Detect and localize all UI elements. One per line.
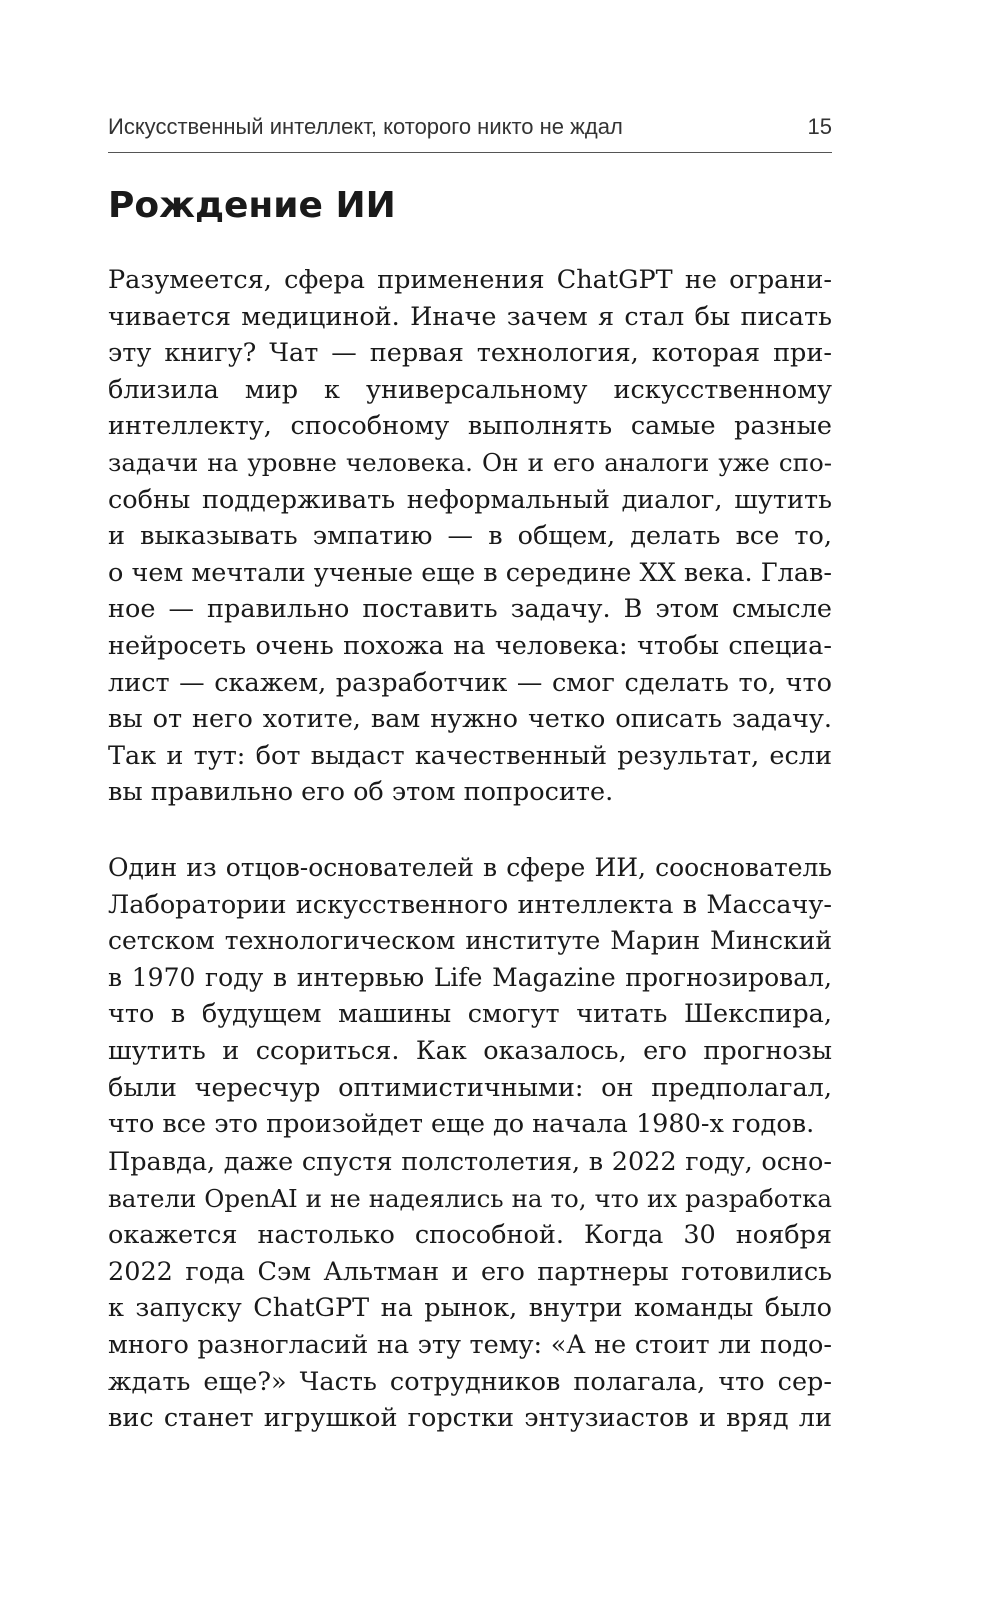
text-line: ное — правильно поставить задачу. В этом смысле (108, 594, 832, 625)
section-title: Рождение ИИ (108, 185, 396, 226)
text-line: Правда, даже спустя полстолетия, в 2022 году, осно- (108, 1147, 832, 1177)
text-line: вы правильно его об этом попросите. (108, 777, 614, 808)
text-line: что все это произойдет еще до начала 1980-х годов. (108, 1109, 815, 1140)
text-line: в 1970 году в интервью Life Magazine прогнозировал, (108, 962, 832, 992)
page-number: 15 (807, 114, 832, 139)
text-line: близила мир к универсальному искусственному (108, 374, 832, 405)
text-line: вы от него хотите, вам нужно четко описать задачу. (108, 704, 832, 735)
text-line: нейросеть очень похожа на человека: чтобы специа- (108, 630, 832, 661)
text-line: много разногласий на эту тему: «А не стоит ли подо- (108, 1329, 832, 1360)
text-line: Так и тут: бот выдаст качественный результат, если (108, 740, 832, 771)
running-title: Искусственный интеллект, которого никто не ждал (108, 114, 623, 139)
text-line: шутить и ссориться. Как оказалось, его прогнозы (108, 1035, 832, 1066)
text-line: вис станет игрушкой горстки энтузиастов и вряд ли (108, 1403, 832, 1434)
text-line: 2022 года Сэм Альтман и его партнеры готовились (108, 1256, 832, 1287)
text-line: чивается медициной. Иначе зачем я стал бы писать (108, 301, 832, 332)
paragraph-3 (108, 1144, 832, 1437)
text-line: лист — скажем, разработчик — смог сделать то, что (108, 667, 832, 698)
text-line: ждать еще?» Часть сотрудников полагала, что сер- (108, 1366, 832, 1397)
text-line: собны поддерживать неформальный диалог, шутить (108, 484, 832, 515)
text-line: окажется настолько способной. Когда 30 ноября (108, 1220, 832, 1251)
text-line: Разумеется, сфера применения ChatGPT не ограни- (108, 265, 832, 295)
paragraph-1 (108, 262, 832, 811)
text-line: были чересчур оптимистичными: он предполагал, (108, 1072, 832, 1103)
running-header (108, 112, 832, 153)
text-line: о чем мечтали ученые еще в середине XX века. Глав- (108, 557, 832, 588)
text-line: ватели OpenAI и не надеялись на то, что их разработка (108, 1183, 832, 1213)
text-line: к запуску ChatGPT на рынок, внутри команды было (108, 1293, 832, 1324)
text-line: эту книгу? Чат — первая технология, которая при- (108, 338, 832, 369)
text-line: и выказывать эмпатию — в общем, делать все то, (108, 521, 832, 552)
paragraph-2 (108, 850, 832, 1143)
text-line: что в будущем машины смогут читать Шекспира, (108, 999, 832, 1030)
text-line: Один из отцов-основателей в сфере ИИ, сооснователь (108, 853, 832, 882)
text-line: сетском технологическом институте Марин Минский (108, 926, 832, 956)
text-line: задачи на уровне человека. Он и его аналоги уже спо- (108, 447, 832, 477)
text-line: интеллекту, способному выполнять самые разные (108, 411, 832, 442)
text-line: Лаборатории искусственного интеллекта в Массачу- (108, 889, 832, 920)
